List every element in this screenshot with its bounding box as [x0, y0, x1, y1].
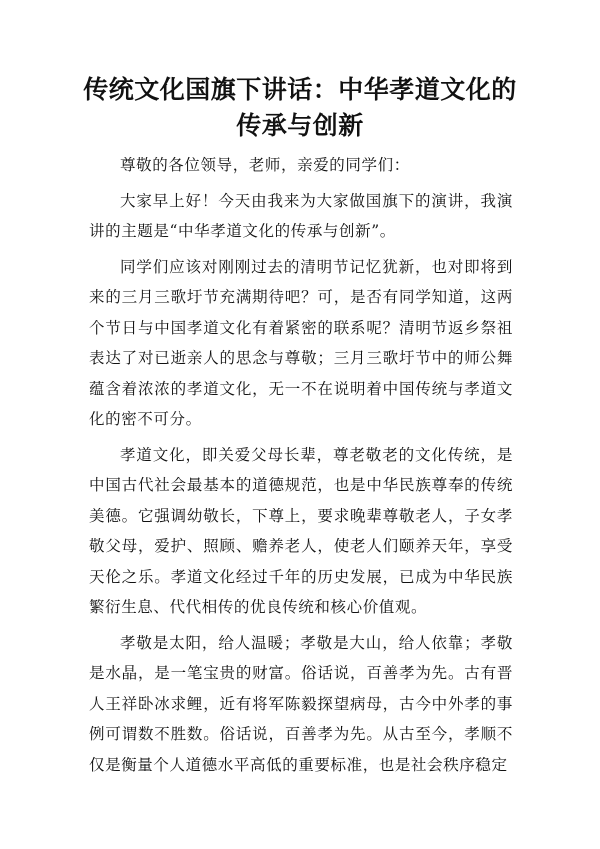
paragraph-festivals: 同学们应该对刚刚过去的清明节记忆犹新，也对即将到来的三月三歌圩节充满期待吧？可，是否有同学知道，这两个节日与中国孝道文化有着紧密的联系呢？清明节返乡祭祖表达了对已逝亲人的思念与尊敬；三月三歌圩节中的师公舞蕴含着浓浓的孝道文化，无一不在说明着中国传统与孝道文化的密不可分。 — [89, 257, 513, 428]
document-body — [89, 150, 513, 849]
paragraph-filial-examples: 孝敬是太阳，给人温暖；孝敬是大山，给人依靠；孝敬是水晶，是一笔宝贵的财富。俗话说，百善孝为先。古有晋人王祥卧冰求鲤，近有将军陈毅探望病母，古今中外孝的事例可谓数不胜数。俗话说，百善孝为先。从古至今，孝顺不仅是衡量个人道德水平高低的重要标准，也是社会秩序稳定 — [89, 633, 513, 774]
document-title: 传统文化国旗下讲话：中华孝道文化的传承与创新 — [83, 75, 517, 140]
paragraph-salutation: 尊敬的各位领导，老师，亲爱的同学们： — [120, 156, 410, 174]
paragraph-filial-culture: 孝道文化，即关爱父母长辈，尊老敬老的文化传统，是中国古代社会最基本的道德规范，也是中华民族尊奉的传统美德。它强调幼敬长，下尊上，要求晚辈尊敬老人，子女孝敬父母，爱护、照顾、赡养老人，使老人们颐养天年，享受天伦之乐。孝道文化经过千年的历史发展，已成为中华民族繁衍生息、代代相传的优良传统和核心价值观。 — [89, 445, 513, 616]
paragraph-greeting: 大家早上好！今天由我来为大家做国旗下的演讲，我演讲的主题是“中华孝道文化的传承与创新”。 — [89, 191, 513, 240]
